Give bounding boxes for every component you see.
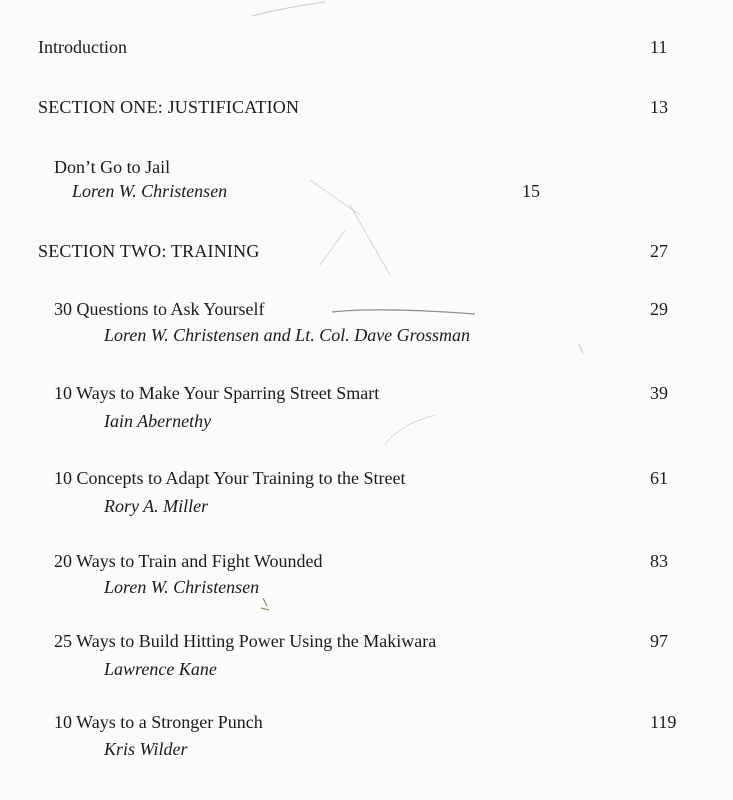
section-two-heading: SECTION TWO: TRAINING bbox=[38, 241, 260, 261]
toc-entry-title: 30 Questions to Ask Yourself bbox=[54, 299, 265, 319]
toc-entry-author: Kris Wilder bbox=[104, 739, 188, 759]
toc-entry-author: Lawrence Kane bbox=[104, 659, 217, 679]
toc-page-number: 61 bbox=[650, 468, 668, 488]
toc-page-number: 83 bbox=[650, 551, 668, 571]
toc-entry-introduction: Introduction bbox=[38, 37, 127, 57]
scan-mark bbox=[300, 175, 420, 285]
toc-page-number: 15 bbox=[522, 181, 540, 201]
toc-page-number: 119 bbox=[650, 712, 677, 732]
scan-mark bbox=[250, 0, 330, 20]
toc-entry-author: Loren W. Christensen bbox=[104, 577, 260, 597]
toc-entry-title: 25 Ways to Build Hitting Power Using the Makiwara bbox=[54, 631, 437, 651]
toc-page-number: 11 bbox=[650, 37, 668, 57]
scan-mark bbox=[380, 410, 440, 450]
section-one-heading: SECTION ONE: JUSTIFICATION bbox=[38, 97, 300, 117]
toc-entry-title: 20 Ways to Train and Fight Wounded bbox=[54, 551, 323, 571]
toc-entry-title: 10 Ways to Make Your Sparring Street Smart bbox=[54, 383, 380, 403]
toc-page-number: 27 bbox=[650, 241, 668, 261]
toc-entry-author: Rory A. Miller bbox=[104, 496, 209, 516]
toc-page-number: 29 bbox=[650, 299, 668, 319]
toc-entry-author: Loren W. Christensen bbox=[72, 181, 228, 201]
toc-entry-author: Loren W. Christensen and Lt. Col. Dave Grossman bbox=[104, 325, 471, 345]
toc-entry-author: Iain Abernethy bbox=[104, 411, 212, 431]
scan-mark bbox=[330, 306, 480, 318]
toc-entry-title: 10 Concepts to Adapt Your Training to the Street bbox=[54, 468, 406, 488]
scan-mark bbox=[255, 596, 275, 616]
toc-entry-title: 10 Ways to a Stronger Punch bbox=[54, 712, 263, 732]
toc-page-number: 13 bbox=[650, 97, 668, 117]
toc-page-number: 97 bbox=[650, 631, 668, 651]
scan-mark bbox=[575, 342, 591, 356]
toc-page-number: 39 bbox=[650, 383, 668, 403]
toc-entry-title: Don’t Go to Jail bbox=[54, 157, 171, 177]
